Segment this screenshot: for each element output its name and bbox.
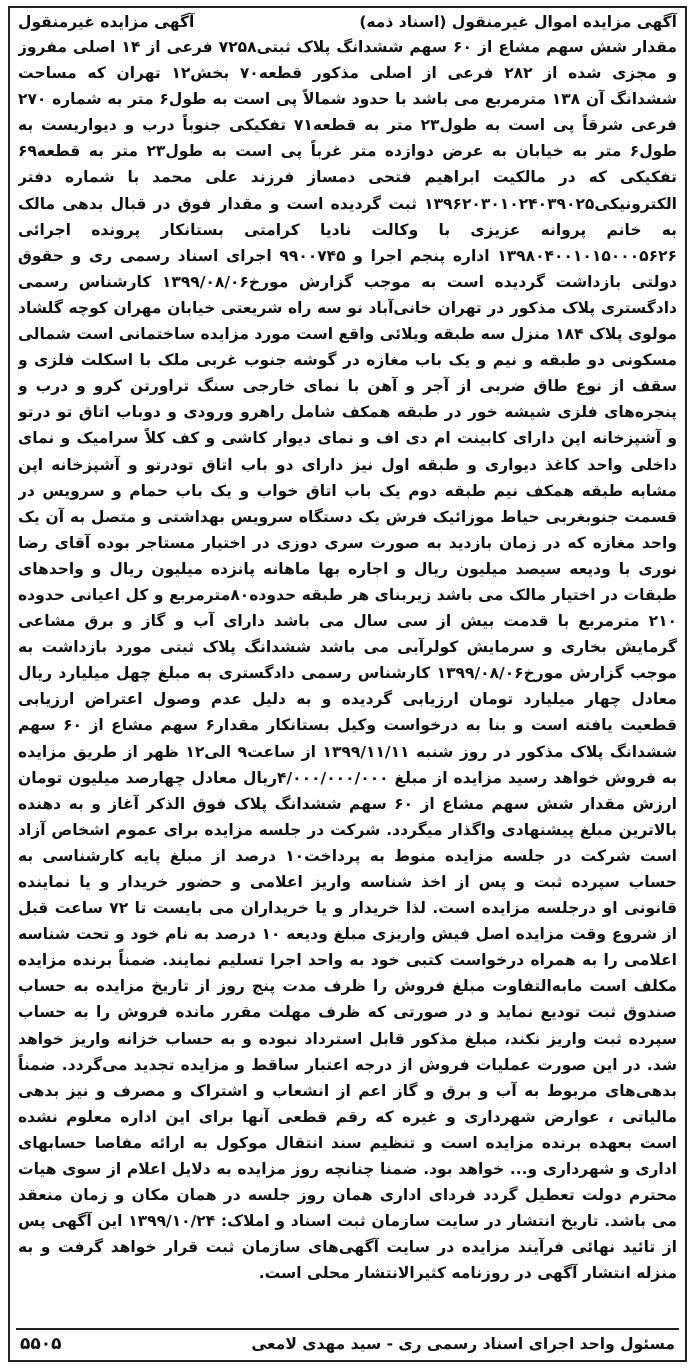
notice-footer: [20, 1334, 675, 1354]
notice-frame: [8, 6, 687, 1362]
footer-divider: [16, 1328, 679, 1330]
notice-title-left: آگهی مزایده غیرمنقول: [18, 13, 195, 31]
notice-title-right: آگهی مزایده اموال غیرمنقول (اسناد ذمه): [359, 13, 677, 31]
notice-code: ۵۵۰۵: [20, 1334, 62, 1354]
notice-body: مقدار شش سهم مشاع از ۶۰ سهم ششدانگ پلاک ثبتی۷۲۵۸ فرعی از ۱۴ اصلی مفروز و مجزی شده از ۲۸۲ فرعی از اصلی مذکور قطعه۷۰ بخش۱۲ تهران که مساحت ششدانگ آن ۱۳۸ مترمربع می باشد با حدود شمالاً پی است به طول۶ متر به شماره ۲۷۰ فرعی شرقاً پی است به طول۲۳ متر به قطعه۷۱ تفکیکی جنوباً درب و دیواریست به طول۶ متر به خیابان به عرض دوازده متر غرباً پی است به طول۲۳ متر به قطعه۶۹ تفکیکی که در مالکیت ابراهیم فتحی دمساز فرزند علی محمد با شماره دفتر الکترونیکی۱۳۹۶۲۰۳۰۱۰۲۴۰۳۹۰۲۵ ثبت گردیده است و مقدار فوق در قبال بدهی مالک به خانم پروانه عزیزی با وکالت نادیا کرامتی بستانکار پرونده اجرائی ۱۳۹۸۰۴۰۰۱۰۱۵۰۰۰۵۶۲۶ اداره پنجم اجرا و ۹۹۰۰۷۴۵ اجرای اسناد رسمی ری و حقوق دولتی بازداشت گردیده است به موجب گزارش مورخ۱۳۹۹/۰۸/۰۶ کارشناس رسمی دادگستری پلاک مذکور در تهران خانی‌آباد نو سه راه شریعتی خیابان مهران کوچه گلشاد مولوی پلاک ۱۸۴ منزل سه طبقه ویلائی واقع است مورد مزایده ساختمانی است شمالی مسکونی دو طبقه و نیم و یک باب مغازه در گوشه جنوب غربی ملک با اسکلت فلزی و سقف از نوع طاق ضربی از آجر و آهن با نمای خارجی سنگ تراورتن کرو و درب و پنجره‌های فلزی شیشه خور در طبقه همکف شامل راهرو ورودی و دوباب اتاق تو درتو و آشپزخانه اپن دارای کابینت ام دی اف و نمای دیوار کاشی و کف کلاً سرامیک و نمای داخلی واحد کاغذ دیواری و طبقه اول نیز دارای دو باب اتاق تودرتو و آشپزخانه اپن مشابه طبقه همکف نیم طبقه دوم یک باب اتاق خواب و یک باب حمام و سرویس در قسمت جنوبغربی حیاط موزائیک فرش یک دستگاه سرویس بهداشتی و متصل به آن یک واحد مغازه که در زمان بازدید به صورت سری دوزی در اختیار مستاجر بوده آقای رضا نوری با ودیعه سیصد میلیون ریال و اجاره بها ماهانه پانزده میلیون ریال و واحدهای طبقات در اختیار مالک می باشد زیربنای هر طبقه حدوده۸۰مترمربع و کل اعیانی حدوده ۲۱۰ مترمربع با قدمت بیش از سی سال می باشد دارای آب و گاز و برق مشاعی گرمایش بخاری و سرمایش کولرآبی می باشد ششدانگ پلاک ثبتی مورد بازداشت به موجب گزارش مورخ۱۳۹۹/۰۸/۰۶ کارشناس رسمی دادگستری به مبلغ چهل میلیارد ریال معادل چهار میلیارد تومان ارزیابی گردیده و به دلیل عدم وصول اعتراض ارزیابی قطعیت یافته است و بنا به درخواست وکیل بستانکار مقدار۶ سهم مشاع از ۶۰ سهم ششدانگ پلاک مذکور در روز شنبه ۱۳۹۹/۱۱/۱۱ از ساعت۹ الی۱۲ ظهر از طریق مزایده به فروش خواهد رسید مزایده از مبلغ ۴/۰۰۰/۰۰۰/۰۰۰ریال معادل چهارصد میلیون تومان ارزش مقدار شش سهم مشاع از ۶۰ سهم ششدانگ پلاک فوق الذکر آغاز و به دهنده بالاترین مبلغ پیشنهادی واگذار میگردد. شرکت در جلسه مزایده برای عموم اشخاص آزاد است شرکت در جلسه مزایده منوط به پرداخت۱۰ درصد از مبلغ پایه کارشناسی به حساب سپرده ثبت و پس از اخذ شناسه واریز اعلامی و حضور خریدار و یا نماینده قانونی او درجلسه مزایده است. لذا خریدار و یا خریداران می بایست تا ۷۲ ساعت قبل از شروع وقت مزایده اصل فیش واریزی مبلغ ودیعه ۱۰ درصد به نام خود و تحت شناسه اعلامی را به همراه درخواست کتبی خود به واحد اجرا تسلیم نمایند. ضمناً برنده مزایده مکلف است مابه‌التفاوت مبلغ فروش را ظرف مدت پنج روز از تاریخ مزایده به حساب صندوق ثبت تودیع نماید و در صورتی که ظرف مهلت مقرر مانده فروش را به حساب سپرده ثبت واریز نکند، مبلغ مذکور قابل استرداد نبوده و به حساب خزانه واریز خواهد شد. در این صورت عملیات فروش از درجه اعتبار ساقط و مزایده تجدید می‌گردد. ضمناً بدهی‌های مربوط به آب و برق و گاز اعم از انشعاب و اشتراک و مصرف و نیز بدهی مالیاتی ، عوارض شهرداری و غیره که رقم قطعی آنها برای این اداره معلوم نشده است بعهده برنده مزایده است و تنظیم سند انتقال موکول به ارائه مفاصا حسابهای اداری و شهرداری و... خواهد بود. ضمنا چنانچه روز مزایده به دلایل اعلام از سوی هیات محترم دولت تعطیل گردد فردای اداری همان روز جلسه در همان مکان و زمان منعقد می باشد. تاریخ انتشار در سایت سازمان ثبت اسناد و املاک: ۱۳۹۹/۱۰/۲۴ این آگهی پس از تائید نهائی فرآیند مزایده در سایت آگهی‌های سازمان ثبت قرار خواهد گرفت و به منزله انتشار آگهی در روزنامه کثیرالانتشار محلی است.: [18, 38, 677, 1283]
signature-line: مسئول واحد اجرای اسناد رسمی ری - سید مهدی لامعی: [251, 1335, 675, 1353]
notice-header: [18, 12, 677, 34]
